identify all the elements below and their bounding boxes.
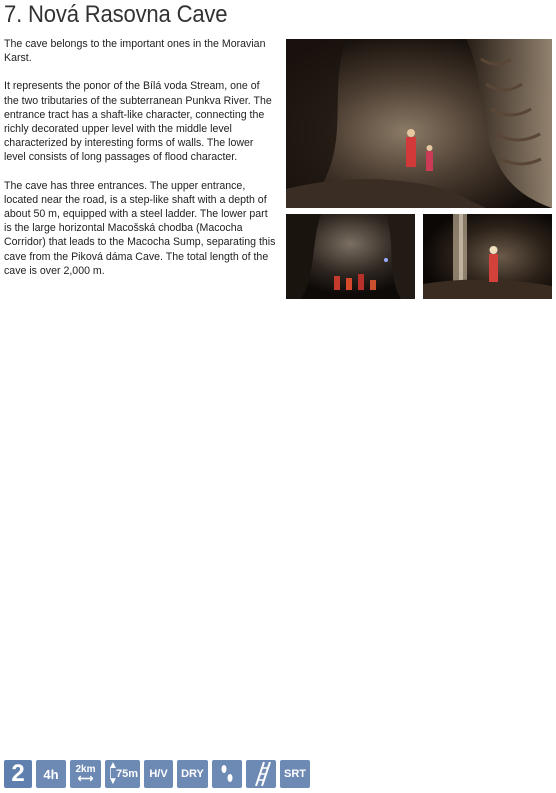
description-column xyxy=(4,37,276,292)
vertical-arrow-icon: ▲ │ ▼ xyxy=(108,760,118,787)
paragraph-entrances: The cave has three entrances. The upper entrance, located near the road, is a step-like shaft with a depth of about 50 m, equipped with a steel ladder. The lower part is the large horizontal Macošská chodba (Macocha Corridor) that leads to the Macocha Sump, separating this cave from the Piková dáma Cave. The total length of the cave is over 2,000 m. xyxy=(4,179,276,277)
length-value: 2km xyxy=(75,763,96,775)
footprints-icon xyxy=(212,760,242,788)
depth-badge xyxy=(105,760,140,788)
paragraph-ponor: It represents the ponor of the Bílá voda Stream, one of the two tributaries of the subterranean Punkva River. The entrance tract has a shaft-like character, connecting the richly decorated upper level with the middle level characterized by interesting forms of walls. The lower level consists of long passages of flood character. xyxy=(4,80,272,164)
cave-photo-main xyxy=(286,39,552,208)
condition-badge: DRY xyxy=(177,760,208,788)
orientation-badge: H/V xyxy=(144,760,173,788)
ladder-icon xyxy=(246,760,276,788)
cave-attribute-badges xyxy=(4,760,310,788)
cave-photo-group xyxy=(286,214,415,299)
srt-badge: SRT xyxy=(280,760,310,788)
paragraph-intro: The cave belongs to the important ones in the Moravian Karst. xyxy=(4,38,266,65)
depth-value: 75m xyxy=(115,768,139,780)
difficulty-badge: 2 xyxy=(4,760,32,788)
page-title: 7. Nová Rasovna Cave xyxy=(4,1,228,28)
horizontal-arrow-icon: ⟷ xyxy=(77,772,94,785)
cave-photo-caver xyxy=(423,214,552,299)
duration-badge: 4h xyxy=(36,760,66,788)
length-badge xyxy=(70,760,101,788)
